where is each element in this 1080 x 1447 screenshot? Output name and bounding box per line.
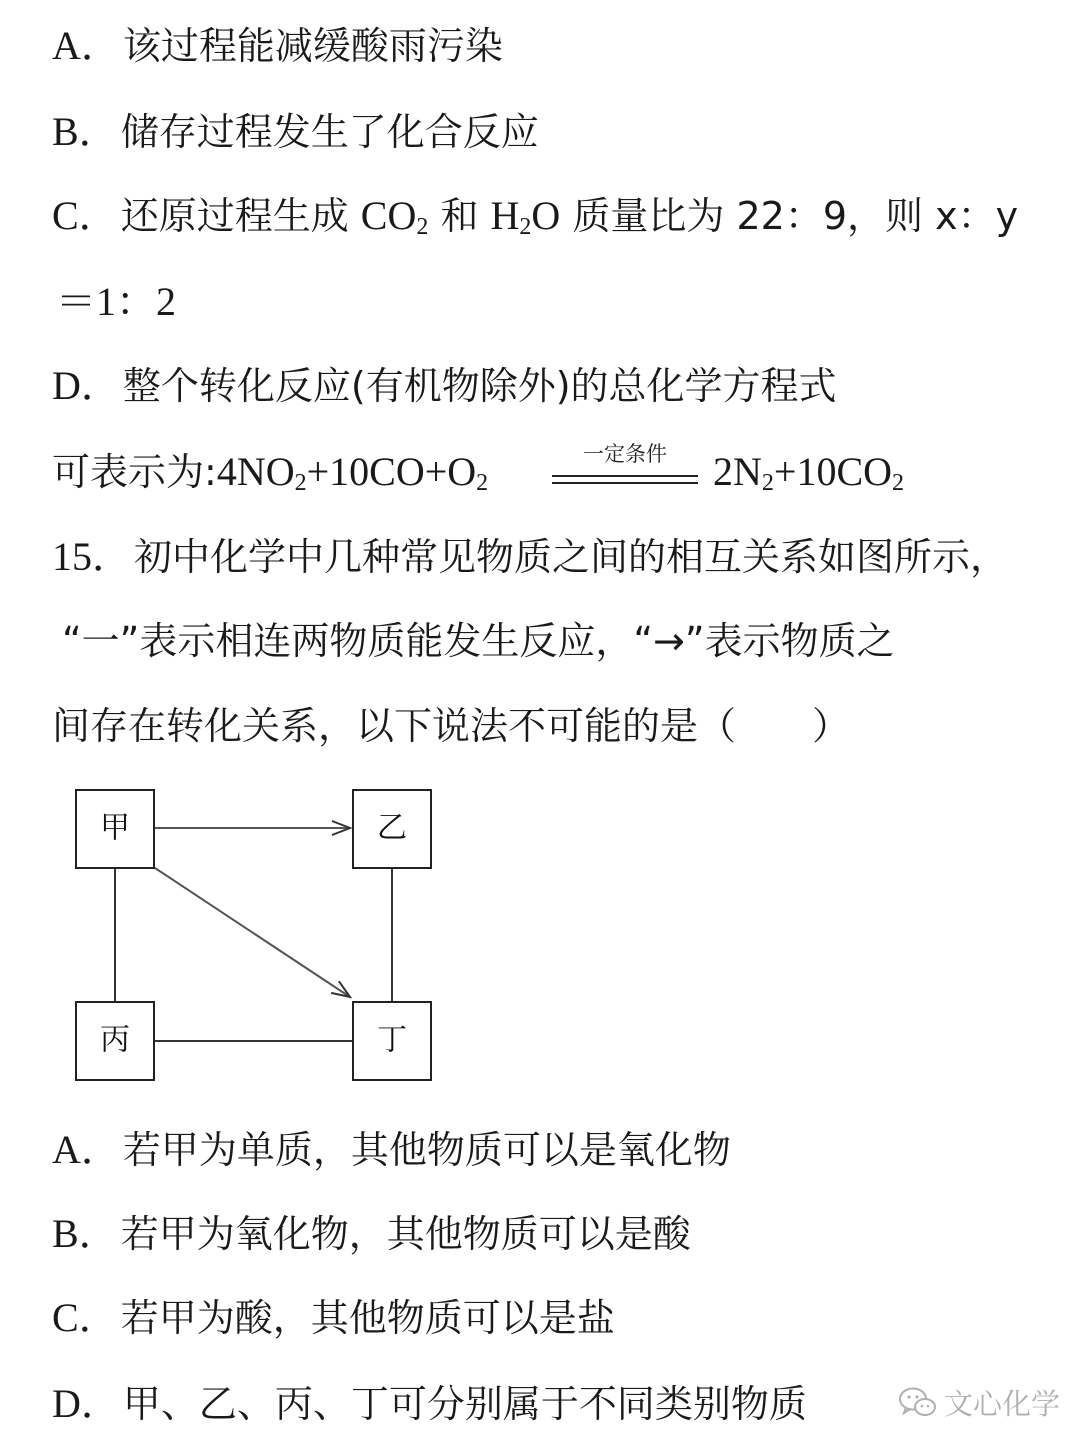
option-text: 储存过程发生了化合反应	[120, 110, 539, 154]
option-text-part: 还原过程生成	[120, 194, 361, 238]
label-bing: 丙	[100, 1022, 130, 1058]
option-letter: A．	[52, 1127, 121, 1172]
option-text-part: 质量比为 22：9，则 x：y	[560, 194, 1019, 238]
option-letter: A．	[52, 23, 121, 68]
condition-label: 一定条件	[583, 442, 667, 466]
q15-option-a	[52, 1127, 731, 1172]
q14-option-c	[52, 193, 1019, 240]
option-text: 若甲为氧化物，其他物质可以是酸	[120, 1212, 691, 1256]
watermark	[898, 1382, 1060, 1423]
q15-stem-line-2: “一”表示相连两物质能发生反应，“→”表示物质之	[62, 619, 895, 663]
option-letter: C．	[52, 193, 119, 238]
q15-stem-line-1: 15．初中化学中几种常见物质之间的相互关系如图所示，	[52, 534, 1009, 579]
option-text: 若甲为酸，其他物质可以是盐	[120, 1296, 615, 1340]
option-letter: C．	[52, 1295, 119, 1340]
formula-h2o: $H_2O$	[490, 193, 561, 240]
option-text-part: 和	[428, 194, 491, 238]
question-number: 15．	[52, 534, 132, 579]
q15-stem-line-3: 间存在转化关系，以下说法不可能的是（ ）	[52, 704, 851, 748]
formula-co2: $CO_2$	[360, 193, 429, 240]
option-letter: B．	[52, 109, 119, 154]
q15-option-b	[52, 1211, 691, 1256]
q15-option-d	[52, 1381, 807, 1426]
q14-option-a	[52, 23, 503, 68]
option-text: 若甲为单质，其他物质可以是氧化物	[122, 1128, 731, 1172]
wechat-icon	[898, 1386, 938, 1420]
option-letter: D．	[52, 363, 121, 408]
equation-left	[52, 449, 489, 496]
label-jia: 甲	[100, 810, 130, 846]
equals-bar-top	[552, 475, 698, 477]
relationship-diagram	[60, 775, 460, 1105]
q14-option-c-continued: ＝1：2	[56, 279, 176, 324]
option-text: 甲、乙、丙、丁可分别属于不同类别物质	[122, 1382, 807, 1426]
equation-prefix: 可表示为:	[52, 450, 217, 494]
option-text: 该过程能减缓酸雨污染	[122, 24, 503, 68]
watermark-text: 文心化学	[944, 1387, 1061, 1421]
equals-bar-bottom	[552, 482, 698, 484]
reaction-condition	[552, 432, 698, 492]
equation-reactants: $4NO_2+10CO+O_2$	[216, 449, 489, 496]
q14-option-d	[52, 363, 837, 408]
q14-option-b	[52, 109, 539, 154]
arrow-jia-to-ding	[155, 868, 350, 997]
q15-option-c	[52, 1295, 615, 1340]
label-ding: 丁	[377, 1022, 407, 1058]
option-letter: D．	[52, 1381, 121, 1426]
equation-products: $2N_2+10CO_2$	[713, 449, 905, 496]
option-text: 整个转化反应(有机物除外)的总化学方程式	[122, 364, 837, 408]
label-yi: 乙	[377, 810, 407, 846]
option-letter: B．	[52, 1211, 119, 1256]
